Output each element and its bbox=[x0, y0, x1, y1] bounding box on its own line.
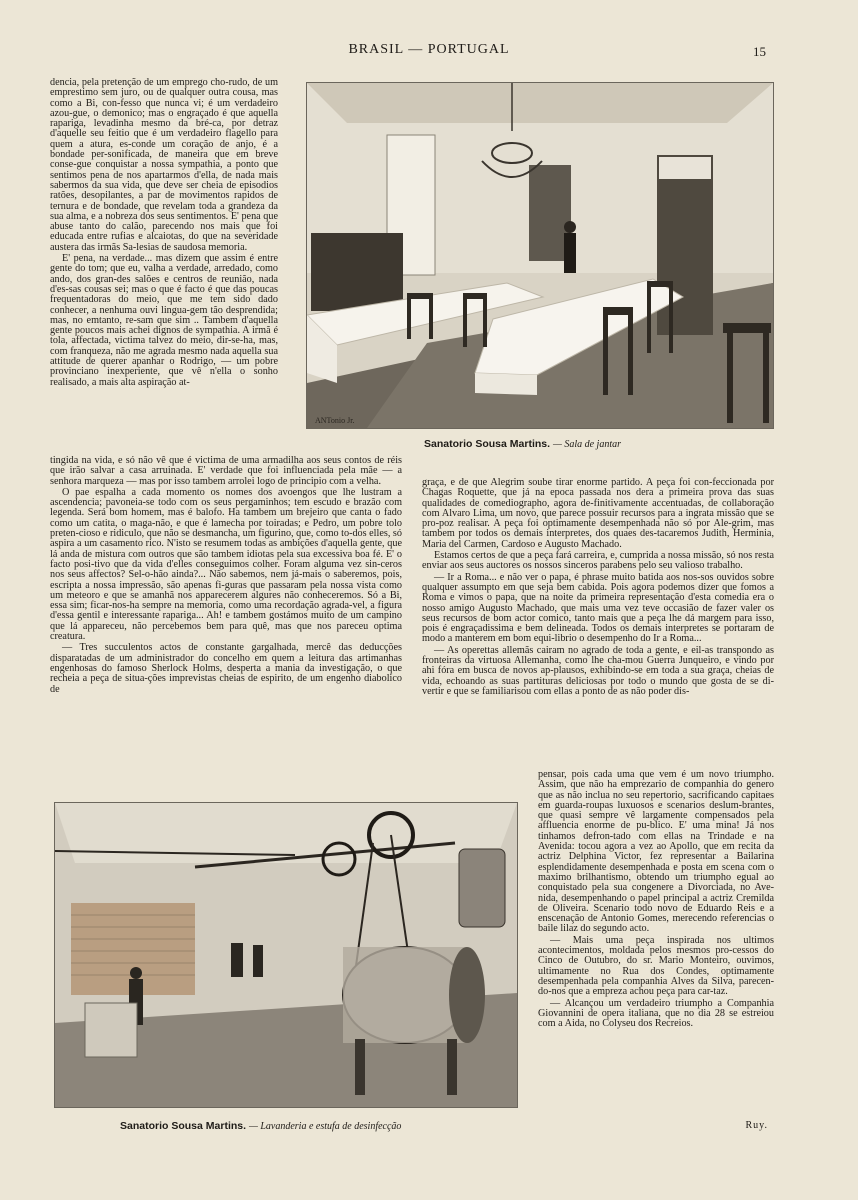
laundry-photo-caption bbox=[120, 1120, 401, 1132]
caption-title: Sanatorio Sousa Martins. bbox=[424, 438, 551, 450]
paragraph: O pae espalha a cada momento os nomes dos avoengos que lhe lustram a ascendencia; pavoneia-se todo com os seus pergaminhos; tem escudo e brazão com legenda. Será bom homem, mas é balofo. Ha tambem um brejeiro que canta o fado como um catita, o maga-não, e que é lamecha por toiradas; e Pedro, um pobre tolo preten-cioso e ridiculo, que não se desmancha, um figurino, que, como to-dos elles, só aspira a um casamento rico. N'isto se resumem todas as ambições d'aquella gente, que lá anda de mistura com outros que são tambem idiotas pela sua excessiva boa fé. E' o facto posi-tivo que da vida d'elles conseguimos colher. Foram alguma vez sin-ceros nos seus affectos? Sel-o-hão ainda?... Não sabemos, nem já-mais o saberemos, pois, escripta a nossa impressão, são apenas fi-guras que passaram pela nossa vista como um meteoro e que se amanhã nos apparecerem algures não conheceremos. Só a Bi, essa sim; ficar-nos-ha sempre na memoria, como uma recordação agrada-vel, a figura d'essa gentil e interessante rapariga... Ah! e tambem gostámos muito de um campino que lá appareceu, não percebemos bem para quê, mas que nos pareceu optima creatura. bbox=[50, 486, 402, 643]
paragraph: Estamos certos de que a peça fará carreira, e, cumprida a nossa missão, só nos resta enviar aos seus auctores os nossos sinceros parabens pelo seu valioso trabalho. bbox=[422, 550, 775, 572]
dining-room-photo bbox=[306, 82, 774, 429]
author-signature: Ruy. bbox=[745, 1120, 768, 1131]
article-column-left-bottom bbox=[50, 456, 402, 696]
caption-title: Sanatorio Sousa Martins. bbox=[120, 1120, 247, 1132]
article-column-right bbox=[422, 478, 774, 698]
paragraph: E' pena, na verdade... mas dizem que assim é entre gente do tom; que eu, valha a verdade, arredado, como ando, dos gran-des salões e centros de reunião, nada d'es-sas cousas sei; mas o que é facto é que das poucas frequentadoras do meio, que me tem sido dado conhecer, a nenhuma ouvi lingua-gem tão desprendida; mas, no emtanto, re-sam que sim .. Tambem d'aquella gente poucos mais achei dignos de sympathia. A irmã é tola, affectada, victima talvez do meio, dir-se-ha, mas, com franqueza, não me agrada mesmo nada aquella sua attitude de querer apanhar o Rodrigo, — um pobre provinciano inexperiente, que vê n'ella o sonho realisado, a mais alta aspiração at- bbox=[50, 253, 278, 388]
paragraph: — Mais uma peça inspirada nos ultimos acontecimentos, moldada pelos mesmos pro-cessos do Cinco de Outubro, do sr. Mario Monteiro, ouvimos, ultimamente no Rua dos Condes, optimamente desempenhada pela companhia Alves da Silva, parecen-do-nos que a empreza achou peça para car-taz. bbox=[538, 934, 774, 998]
page-number: 15 bbox=[753, 44, 766, 59]
paragraph: — Tres succulentos actos de constante gargalhada, mercê das deducções disparatadas de um administrador do concelho em quem a leitura das artimanhas engenhosas do famoso Sherlock Holms, desperta a mania da investigação, o que recheia a peça de situa-ções imprevistas cheias de espirito, de um engenho diabolico de bbox=[50, 642, 402, 695]
caption-subtitle: — Lavanderia e estufa de desinfecção bbox=[248, 1121, 402, 1132]
paragraph: dencia, pela pretenção de um emprego cho-rudo, de um emprestimo sem juro, ou de qualquer outra cousa, mas como a Bi, con-fesso que nunca vi; é um verdadeiro azou-gue, o demonico; mas o engraçado é que aquella rapariga, levadinha mesmo da bré-ca, por detraz d'aquelle seu feitio que é um verdadeiro flagello para quem a atura, es-conde um coração de anjo, é a bondade per-sonificada, de maneira que em breve conse-gue conquistar a nossa sympathia, a ponto que sentimos pena de nos apartarmos d'ella, de nada mais sabermos da sua vida, que deve ser cheia de episodios ratões, desopilantes, a par de movimentos rapidos de ternura e de bondade, que revelam toda a grandeza da sua alma, e a nobreza dos seus sentimentos. E' pena que abuse tanto do calão, parecendo nos mais que foi educada entre rufias e alcaiotas, do que na severidade austera das irmãs Sa-lesias de saudosa memoria. bbox=[50, 77, 278, 253]
paragraph: pensar, pois cada uma que vem é um novo triumpho. Assim, que não ha emprezario de companhia do genero que as não inclua no seu repertorio, sacrificando capitaes em guarda-roupas luxuosos e scenarios deslum-brantes, que quasi sempre vê largamente compensados pela affluencia enorme de pu-blico. E' uma mina! Já nos tinhamos defron-tado com ellas na Trindade e na Avenida: tocou agora a vez ao Apollo, que em recita da actriz Delphina Victor, fez representar a Bailarina esplendidamente desempenhada e posta em scena com o maximo brilhantismo, obtendo um triumpho egual ao conquistado pela sua congenere a Divorciada, no Ave-nida, desempenhando o papel principal a actriz Cremilda de Oliveira. Scenario todo novo de Eduardo Reis e a enscenação de Antonio Gomes, merecendo referencias o baile lilaz do segundo acto. bbox=[538, 769, 774, 935]
laundry-room-photo bbox=[54, 802, 518, 1108]
article-column-left bbox=[50, 78, 278, 389]
article-column-right-bottom bbox=[538, 770, 774, 1030]
dining-photo-caption bbox=[424, 438, 621, 450]
page-header-title: BRASIL — PORTUGAL bbox=[348, 42, 510, 57]
paragraph: — Alcançou um verdadeiro triumpho a Companhia Giovannini de opera italiana, que no dia 28 se estreiou com a Aida, no Colyseu dos Recreios. bbox=[538, 997, 774, 1030]
photo-credit: ANTonio Jr. bbox=[315, 416, 355, 425]
paragraph: — Ir a Roma... e não ver o papa, é phrase muito batida aos nos-sos ouvidos sobre qualquer assumpto em que seja bem cabida. Pois agora podemos dizer que fomos a Roma e vimos o papa, que na noite da primeira representação d'esta comedia era o nosso amigo Augusto Machado, que mais uma vez teve occasião de fazer valer os seus recursos de bom actor comico, tanto mais que a peça lhe dá margem para isso, pois é engraçadissima e bem delineada. Todos os demais interpretes se portaram de modo a manterem em bom equi-librio o desempenho do Ir a Roma... bbox=[422, 571, 774, 645]
paragraph: graça, e de que Alegrim soube tirar enorme partido. A peça foi con-feccionada por Chagas Roquette, que já na epoca passada nos dera a primeira prova das suas qualidades de comediographo, agora de-finitivamente accentuadas, de collaboração com Alvaro Lima, um novo, que parece possuir recursos para a ingrata missão que se pro-poz realisar. A peça foi optimamente desempenhada não só por Ale-grim, mas tambem por todos os demais interpretes, dos quaes des-tacaremos Judith, Herminia, Maria del Carmen, Cardoso e Augusto Machado. bbox=[422, 477, 774, 550]
paragraph: — As operettas allemãs cairam no agrado de toda a gente, e eil-as transpondo as fronteiras da virtuosa Allemanha, como lhe cha-mou Guerra Junqueiro, e vindo por ahi fóra em busca de novos ap-plausos, exhibindo-se em toda a sua graça, cheias de vida, echoando as suas partituras deliciosas por todo o mundo que gosta de se di-vertir e que se familiarisou com ellas a ponto de as não poder dis- bbox=[422, 644, 774, 697]
caption-subtitle: — Sala de jantar bbox=[552, 439, 622, 450]
paragraph: tingida na vida, e só não vê que é victima de uma armadilha aos seus contos de réis que irão salvar a casa arruinada. E' verdade que foi influenciada pela mãe — a senhora marqueza — mas por isso tambem arrolei logo de principio com a velha. bbox=[50, 455, 402, 487]
